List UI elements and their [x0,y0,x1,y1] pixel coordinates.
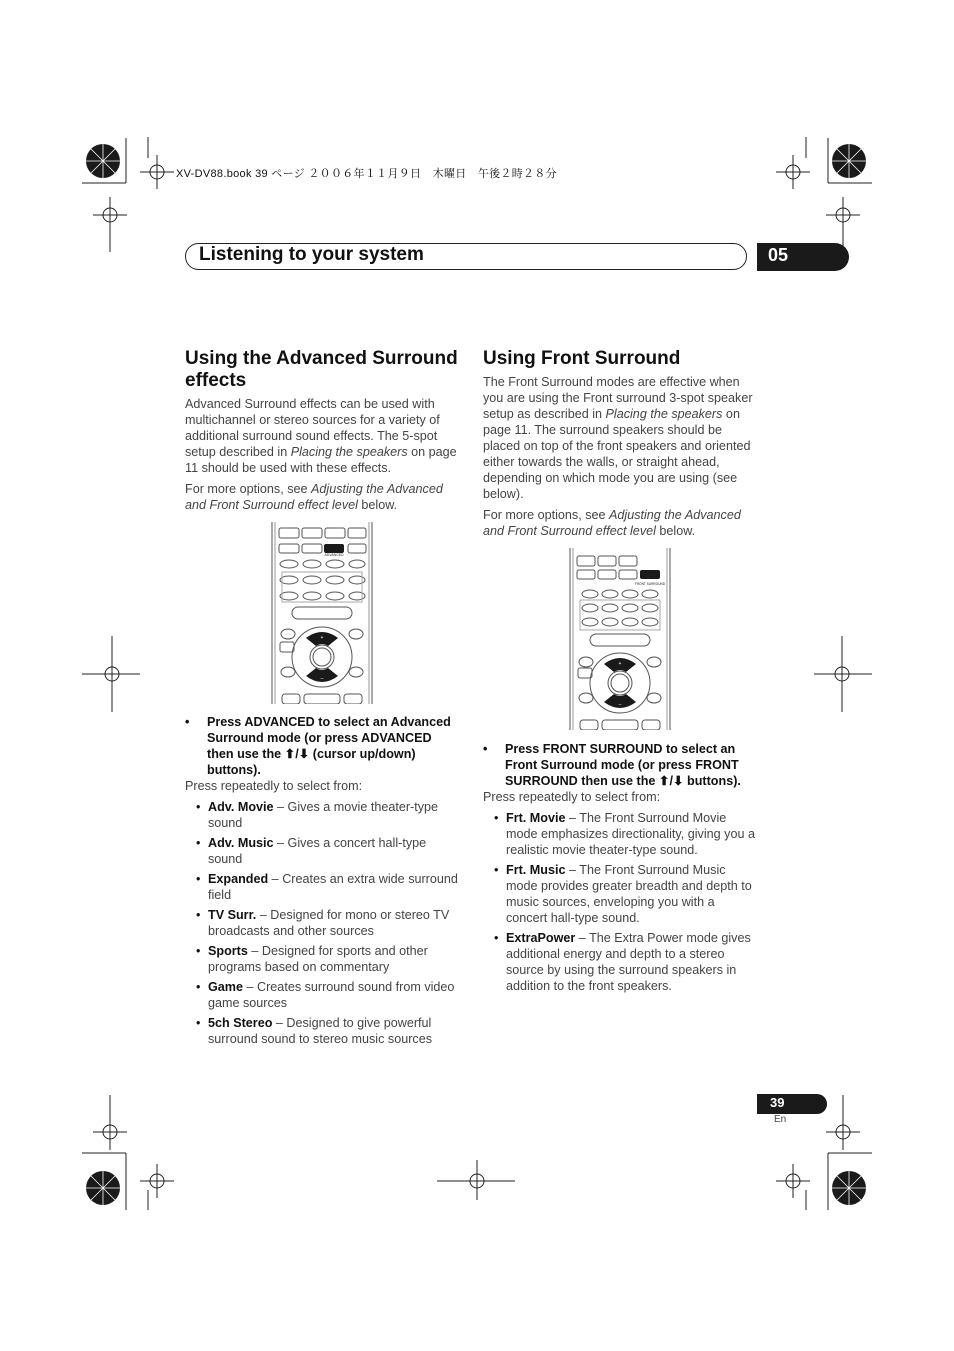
advanced-step-sub: Press repeatedly to select from: [185,779,363,793]
svg-text:ADVANCED: ADVANCED [324,553,344,557]
page-language: En [774,1114,787,1125]
svg-text:–: – [618,702,622,708]
list-item: • Expanded – Creates an extra wide surround field [208,871,460,903]
list-item: • TV Surr. – Designed for mono or stereo TV broadcasts and other sources [208,907,460,939]
page-number: 39 [770,1095,785,1110]
front-intro: The Front Surround modes are effective when you are using the Front surround 3-spot speaker setup as described in Placing the speakers on page 11. The surround speakers should be placed on top of the front speakers and oriented either towards the walls, or straight ahead, depending on which mode you are using (see below). [483,375,753,501]
svg-text:–: – [320,676,324,682]
list-item: • ExtraPower – The Extra Power mode gives additional energy and depth to a stereo source by using the surround speakers in addition to the front speakers. [506,930,759,994]
advanced-intro: Advanced Surround effects can be used with multichannel or stereo sources for a variety of additional surround sound effects. The 5-spot setup described in Placing the speakers on page 11 should be used with these effects. [185,397,457,475]
print-info-line: XV-DV88.book 39 ページ ２００６年１１月９日 木曜日 午後２時２８分 [176,168,557,180]
advanced-step: • Press ADVANCED to select an Advanced Surround mode (or press ADVANCED then use the ⬆/⬇ (cursor up/down) buttons). [185,714,460,778]
left-column-steps [185,714,460,1051]
front-surround-heading: Using Front Surround [483,348,681,369]
right-column-top [483,348,759,544]
list-item: • Frt. Movie – The Front Surround Movie mode emphasizes directionality, giving you a realistic movie theater-type sound. [506,810,759,858]
svg-text:+: + [618,661,622,667]
svg-text:+: + [320,635,324,641]
front-options-list [483,810,759,994]
advanced-more-options: For more options, see Adjusting the Advanced and Front Surround effect level below. [185,482,443,512]
left-column-top [185,348,460,518]
advanced-surround-heading: Using the Advanced Surround effects [185,348,458,391]
chapter-number: 05 [768,245,789,265]
remote-illustration-front-surround [568,548,672,730]
svg-text:FRONT SURROUND: FRONT SURROUND [634,582,666,586]
list-item: • 5ch Stereo – Designed to give powerful surround sound to stereo music sources [208,1015,460,1047]
remote-illustration-advanced [270,522,374,704]
front-step-sub: Press repeatedly to select from: [483,790,661,804]
page-title: Listening to your system [199,244,424,265]
list-item: • Frt. Music – The Front Surround Music mode provides greater breadth and depth to music sources, enveloping you with a concert hall-type sound. [506,862,759,926]
right-column-steps [483,741,759,998]
front-step: • Press FRONT SURROUND to select an Front Surround mode (or press FRONT SURROUND then use the ⬆/⬇ buttons). [483,741,759,789]
list-item: • Sports – Designed for sports and other programs based on commentary [208,943,460,975]
list-item: • Adv. Music – Gives a concert hall-type sound [208,835,460,867]
front-more-options: For more options, see Adjusting the Advanced and Front Surround effect level below. [483,508,741,538]
advanced-options-list [185,799,460,1047]
list-item: • Adv. Movie – Gives a movie theater-type sound [208,799,460,831]
page-number-tab [757,1094,827,1114]
list-item: • Game – Creates surround sound from video game sources [208,979,460,1011]
